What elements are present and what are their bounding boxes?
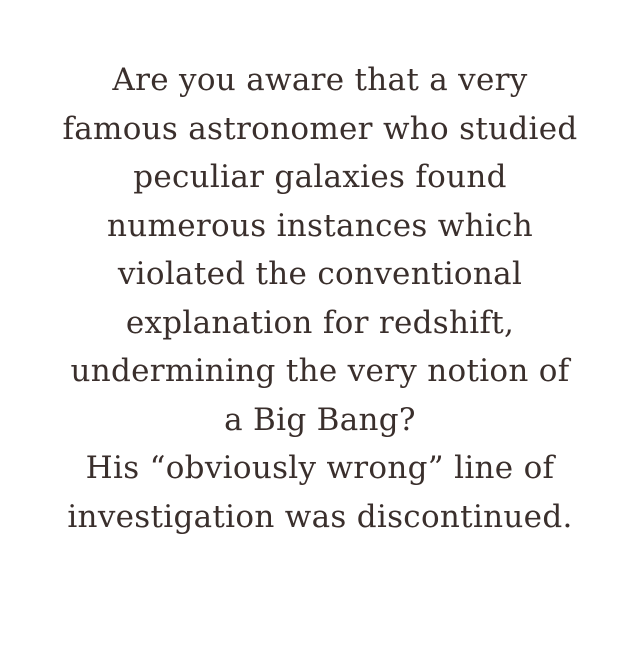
quote-line-3: peculiar galaxies found bbox=[133, 159, 507, 195]
quote-line-8: a Big Bang? bbox=[224, 401, 416, 438]
quote-text bbox=[0, 56, 640, 541]
quote-line-5: violated the conventional bbox=[117, 256, 523, 292]
quote-line-1: Are you aware that a very bbox=[112, 62, 528, 98]
quote-line-9: His “obviously wrong” line of bbox=[85, 450, 555, 486]
quote-line-10: investigation was discontinued. bbox=[67, 498, 573, 535]
quote-line-2: famous astronomer who studied bbox=[62, 110, 578, 147]
quote-line-4: numerous instances which bbox=[107, 207, 533, 244]
quote-line-6: explanation for redshift, bbox=[125, 304, 515, 341]
quote-line-7: undermining the very notion of bbox=[70, 353, 570, 389]
